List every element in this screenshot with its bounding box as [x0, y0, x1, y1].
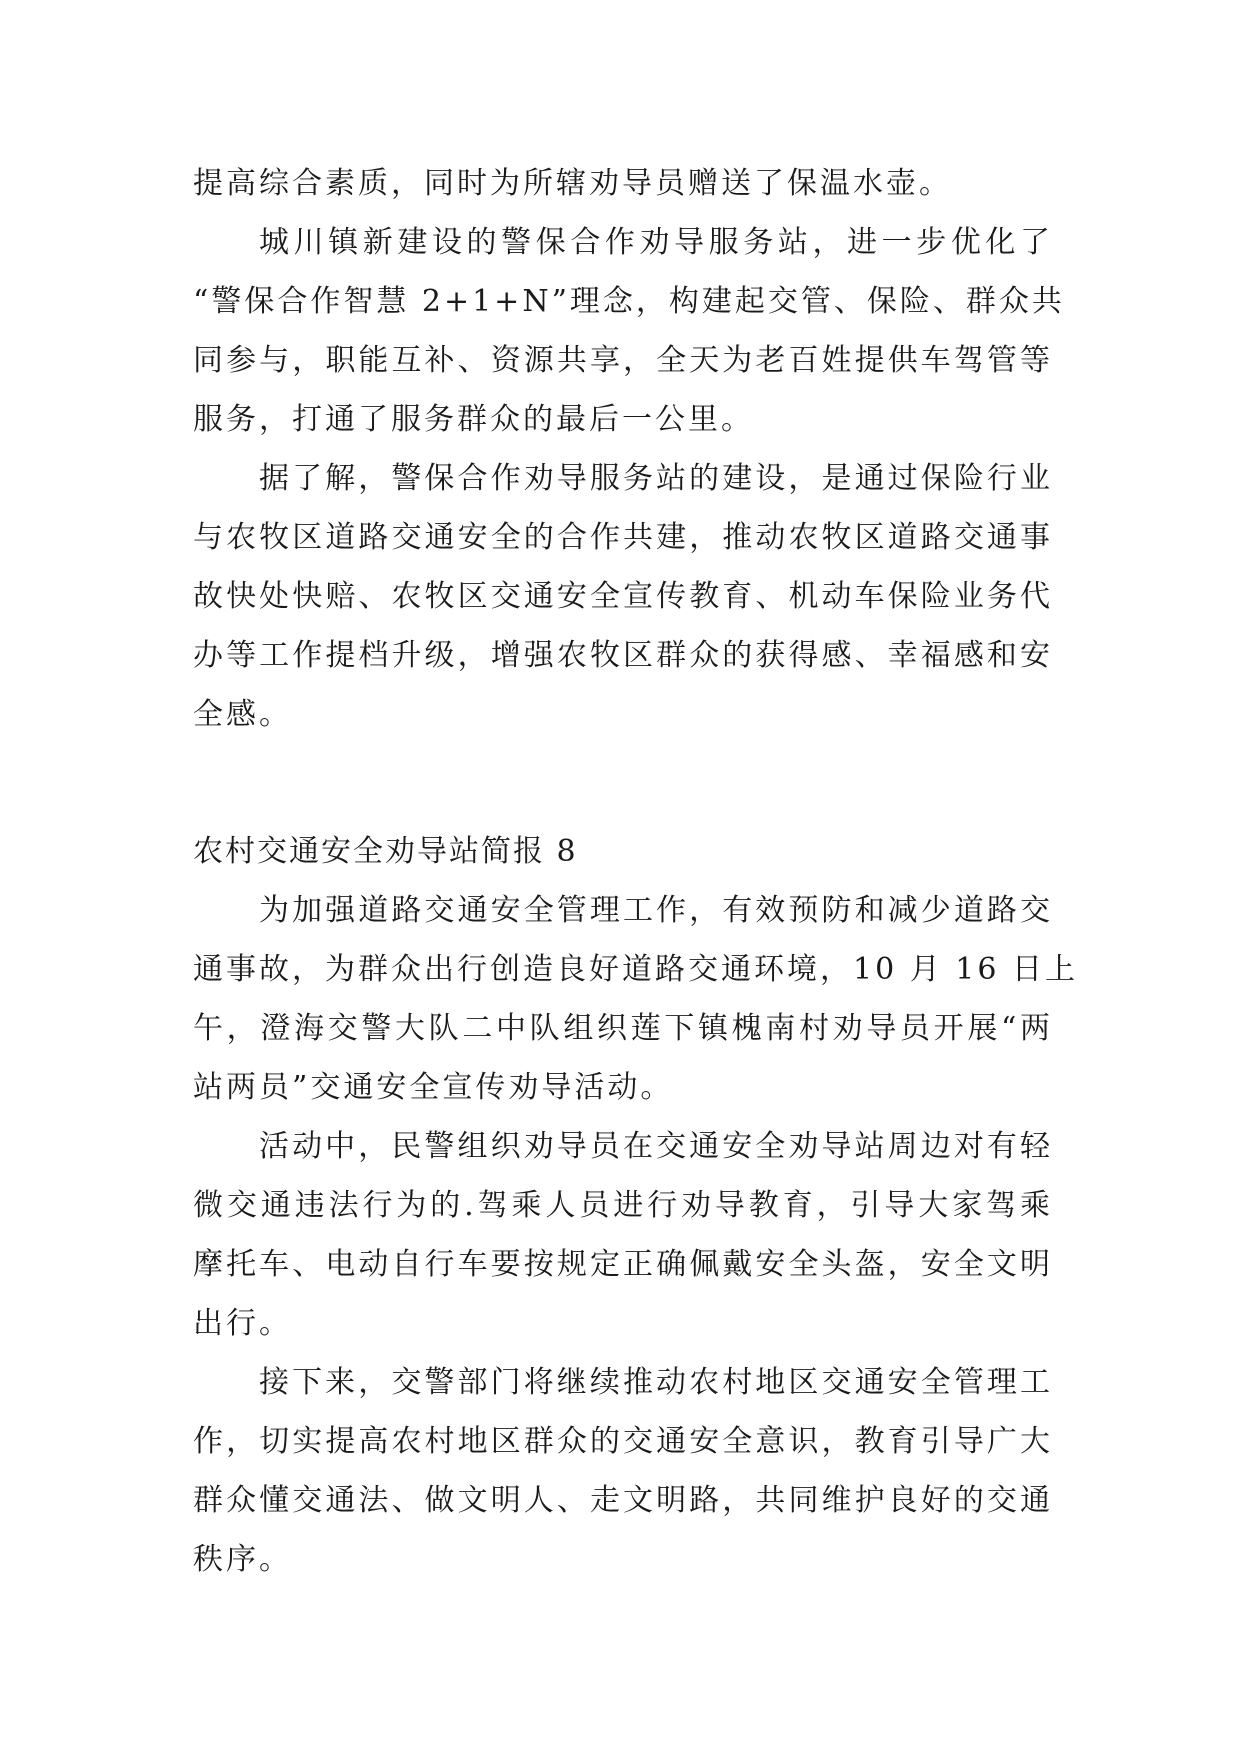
paragraph	[193, 1353, 1053, 1589]
paragraph-line: “警保合作智慧 2+1+N”理念，构建起交管、保险、群众共	[193, 284, 1065, 319]
paragraph-line: 作，切实提高农村地区群众的交通安全意识，教育引导广大	[193, 1424, 1053, 1459]
paragraph-line: 全感。	[193, 697, 292, 732]
paragraph	[193, 881, 1078, 1117]
paragraph-line: 城川镇新建设的警保合作劝导服务站，进一步优化了	[259, 225, 1053, 260]
paragraph-line: 群众懂交通法、做文明人、走文明路，共同维护良好的交通	[193, 1483, 1053, 1518]
paragraph-line: 与农牧区道路交通安全的合作共建，推动农牧区道路交通事	[193, 520, 1053, 555]
paragraph-line: 接下来，交警部门将继续推动农村地区交通安全管理工	[259, 1365, 1053, 1400]
paragraph-continuation	[193, 154, 1053, 213]
paragraph-line: 办等工作提档升级，增强农牧区群众的获得感、幸福感和安	[193, 638, 1053, 673]
paragraph	[193, 449, 1053, 744]
paragraph-line: 故快处快赔、农牧区交通安全宣传教育、机动车保险业务代	[193, 579, 1053, 614]
section-spacer	[193, 744, 1053, 822]
document-body	[193, 154, 1078, 1589]
paragraph-line: 服务，打通了服务群众的最后一公里。	[193, 402, 754, 437]
section-title	[193, 822, 1053, 881]
paragraph-line: 站两员”交通安全宣传劝导活动。	[193, 1070, 674, 1105]
paragraph-line: 出行。	[193, 1306, 292, 1341]
paragraph-line: 午，澄海交警大队二中队组织莲下镇槐南村劝导员开展“两	[193, 1011, 1053, 1046]
paragraph-line: 同参与，职能互补、资源共享，全天为老百姓提供车驾管等	[193, 343, 1053, 378]
paragraph-line: 提高综合素质，同时为所辖劝导员赠送了保温水壶。	[193, 166, 952, 201]
paragraph-line: 摩托车、电动自行车要按规定正确佩戴安全头盔，安全文明	[193, 1247, 1053, 1282]
paragraph-line: 据了解，警保合作劝导服务站的建设，是通过保险行业	[259, 461, 1053, 496]
paragraph-line: 活动中，民警组织劝导员在交通安全劝导站周边对有轻	[259, 1129, 1053, 1164]
paragraph	[193, 213, 1065, 449]
paragraph	[193, 1117, 1053, 1353]
paragraph-line: 秩序。	[193, 1542, 292, 1577]
paragraph-line: 微交通违法行为的.驾乘人员进行劝导教育，引导大家驾乘	[193, 1188, 1053, 1223]
paragraph-line: 通事故，为群众出行创造良好道路交通环境，10 月 16 日上	[193, 952, 1078, 987]
paragraph-line: 为加强道路交通安全管理工作，有效预防和减少道路交	[259, 893, 1053, 928]
section-title-text: 农村交通安全劝导站简报 8	[193, 834, 578, 869]
